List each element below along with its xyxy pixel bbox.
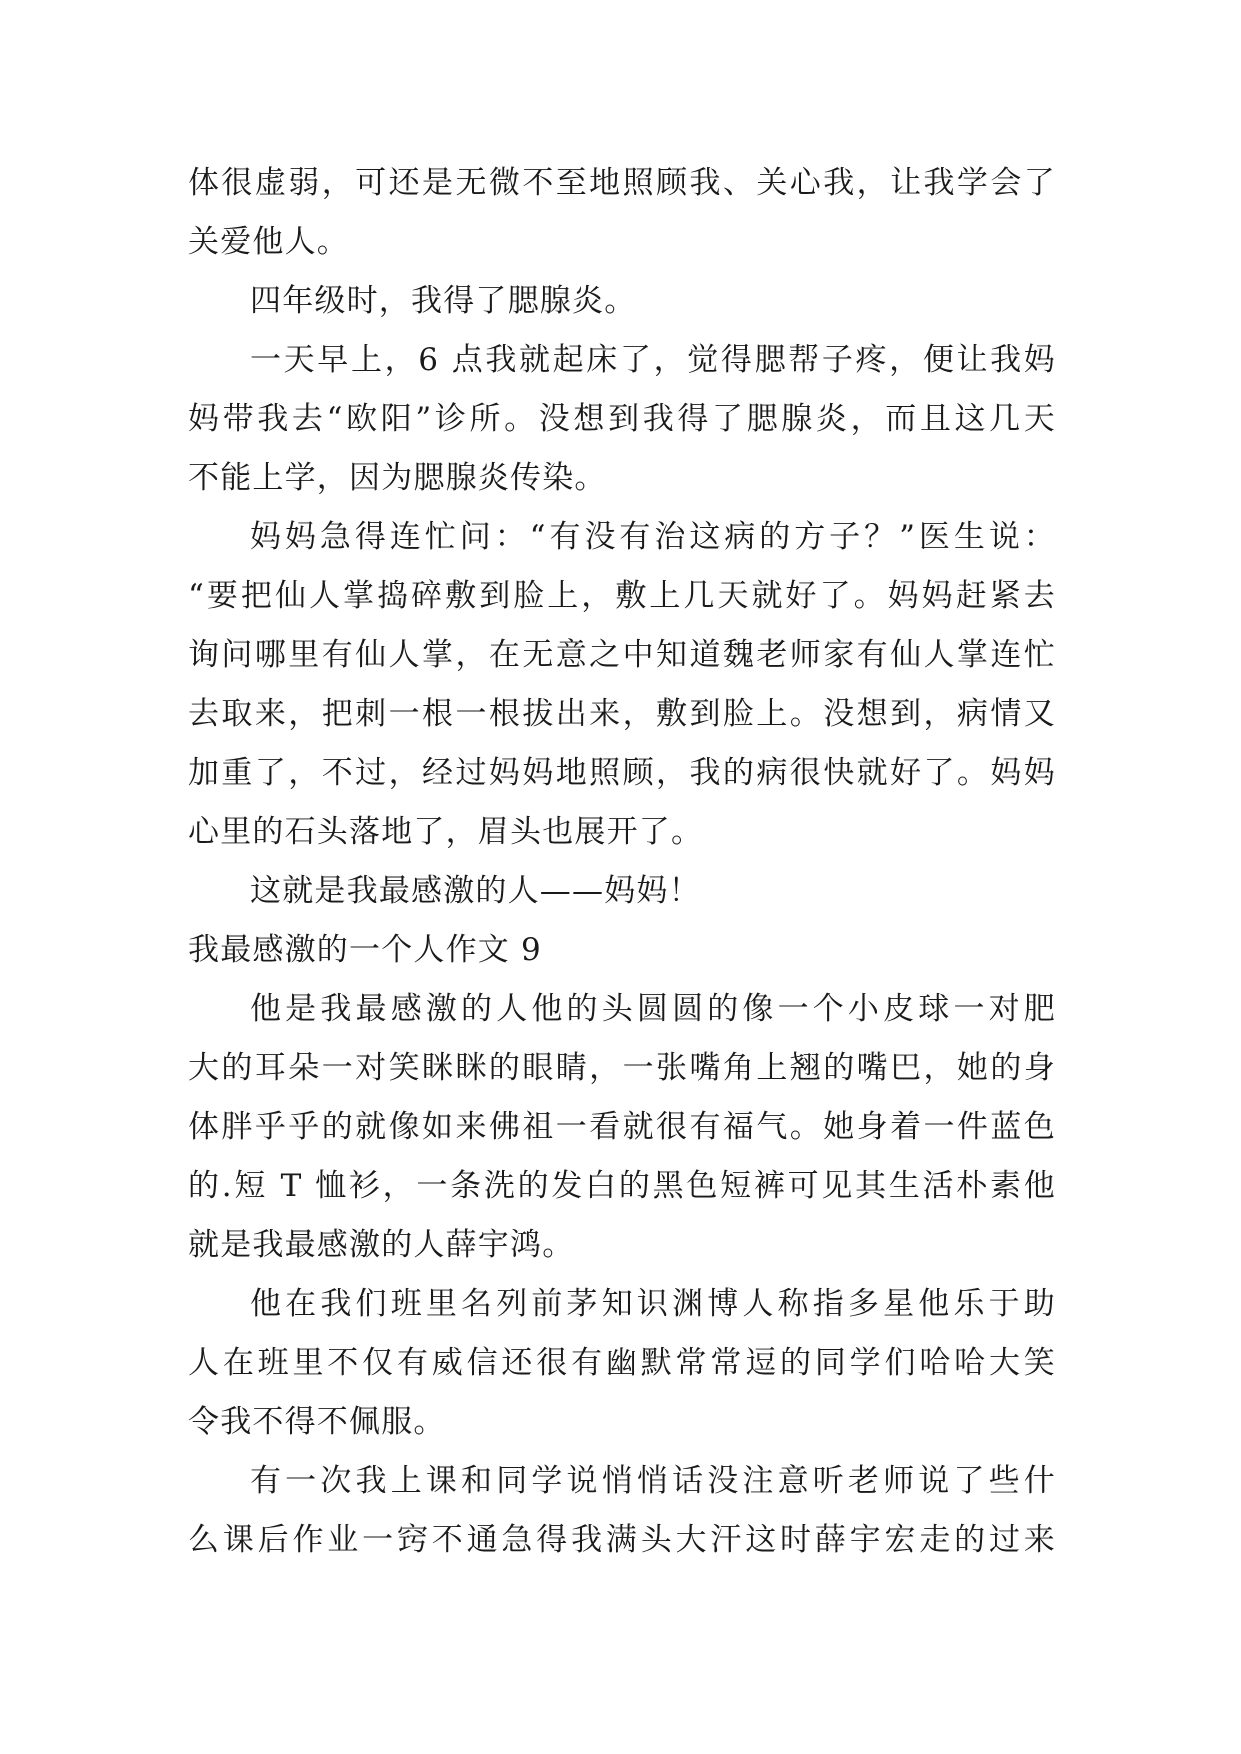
text-line: 就是我最感激的人薛宇鸿。 [188, 1227, 575, 1263]
text-line: 去取来，把刺一根一根拔出来，敷到脸上。没想到，病情又 [188, 696, 1056, 732]
text-line: 人在班里不仅有威信还很有幽默常常逗的同学们哈哈大笑 [188, 1345, 1056, 1381]
text-line: 四年级时，我得了腮腺炎。 [250, 283, 637, 319]
text-line: 大的耳朵一对笑眯眯的眼睛，一张嘴角上翘的嘴巴，她的身 [188, 1050, 1056, 1086]
document-body [188, 154, 1056, 1570]
text-line: 询问哪里有仙人掌，在无意之中知道魏老师家有仙人掌连忙 [188, 637, 1056, 673]
section-heading: 我最感激的一个人作文 9 [188, 932, 542, 968]
text-line: 他是我最感激的人他的头圆圆的像一个小皮球一对肥 [250, 991, 1056, 1027]
text-line: 一天早上，6 点我就起床了，觉得腮帮子疼，便让我妈 [250, 342, 1056, 378]
text-line: 关爱他人。 [188, 224, 349, 260]
text-line: 的.短 T 恤衫，一条洗的发白的黑色短裤可见其生活朴素他 [188, 1168, 1056, 1204]
text-line: 不能上学，因为腮腺炎传染。 [188, 460, 607, 496]
text-line: 心里的石头落地了，眉头也展开了。 [188, 814, 704, 850]
text-line: 有一次我上课和同学说悄悄话没注意听老师说了些什 [250, 1463, 1056, 1499]
text-line: 他在我们班里名列前茅知识渊博人称指多星他乐于助 [250, 1286, 1056, 1322]
text-line: 妈带我去“欧阳”诊所。没想到我得了腮腺炎，而且这几天 [188, 401, 1056, 437]
text-line: “要把仙人掌捣碎敷到脸上，敷上几天就好了。妈妈赶紧去 [188, 578, 1056, 614]
text-line: 令我不得不佩服。 [188, 1404, 446, 1440]
text-line: 体胖乎乎的就像如来佛祖一看就很有福气。她身着一件蓝色 [188, 1109, 1056, 1145]
text-line: 体很虚弱，可还是无微不至地照顾我、关心我，让我学会了 [188, 165, 1056, 201]
text-line: 加重了，不过，经过妈妈地照顾，我的病很快就好了。妈妈 [188, 755, 1056, 791]
text-line: 么课后作业一窍不通急得我满头大汗这时薛宇宏走的过来 [188, 1522, 1056, 1558]
text-line: 妈妈急得连忙问：“有没有治这病的方子？”医生说： [250, 519, 1056, 555]
text-line: 这就是我最感激的人——妈妈！ [250, 873, 701, 909]
